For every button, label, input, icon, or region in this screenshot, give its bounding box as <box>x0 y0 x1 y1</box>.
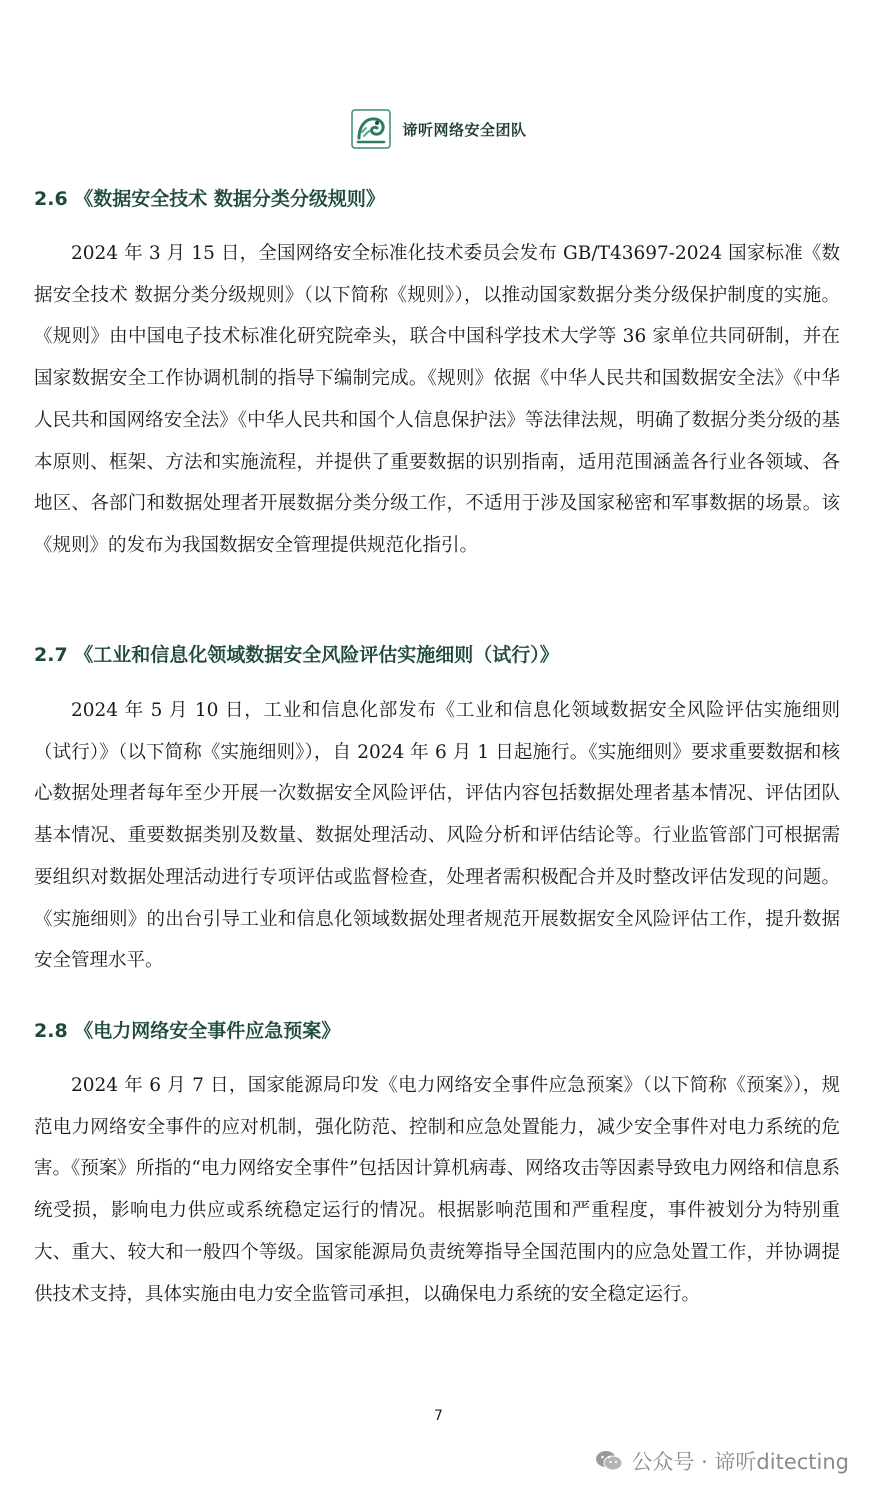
page-header <box>0 108 877 150</box>
wechat-icon <box>595 1449 623 1473</box>
section-paragraph-2-6: 2024 年 3 月 15 日，全国网络安全标准化技术委员会发布 GB/T43697-2024 国家标准《数据安全技术 数据分类分级规则》（以下简称《规则》），以推动国家数据分类分级保护制度的实施。《规则》由中国电子技术标准化研究院牵头，联合中国科学技术大学等 36 家单位共同研制，并在国家数据安全工作协调机制的指导下编制完成。《规则》依据《中华人民共和国数据安全法》《中华人民共和国网络安全法》《中华人民共和国个人信息保护法》等法律法规，明确了数据分类分级的基本原则、框架、方法和实施流程，并提供了重要数据的识别指南，适用范围涵盖各行业各领域、各地区、各部门和数据处理者开展数据分类分级工作，不适用于涉及国家秘密和军事数据的场景。该《规则》的发布为我国数据安全管理提供规范化指引。 <box>34 243 840 556</box>
section-title-2-6: 2.6 《数据安全技术 数据分类分级规则》 <box>34 188 385 210</box>
team-name: 谛听网络安全团队 <box>402 120 527 139</box>
wechat-watermark <box>595 1446 849 1476</box>
section-title-2-8: 2.8 《电力网络安全事件应急预案》 <box>34 1020 341 1042</box>
section-paragraph-2-7: 2024 年 5 月 10 日，工业和信息化部发布《工业和信息化领域数据安全风险评估实施细则（试行）》（以下简称《实施细则》），自 2024 年 6 月 1 日起施行。《实施细则》要求重要数据和核心数据处理者每年至少开展一次数据安全风险评估，评估内容包括数据处理者基本情况、评估团队基本情况、重要数据类别及数量、数据处理活动、风险分析和评估结论等。行业监管部门可根据需要组织对数据处理活动进行专项评估或监督检查，处理者需积极配合并及时整改评估发现的问题。《实施细则》的出台引导工业和信息化领域数据处理者规范开展数据安全风险评估工作，提升数据安全管理水平。 <box>34 700 840 972</box>
section-title-2-7: 2.7 《工业和信息化领域数据安全风险评估实施细则（试行）》 <box>34 644 559 666</box>
page-number: 7 <box>434 1408 443 1424</box>
section-paragraph-2-8: 2024 年 6 月 7 日，国家能源局印发《电力网络安全事件应急预案》（以下简称《预案》），规范电力网络安全事件的应对机制，强化防范、控制和应急处置能力，减少安全事件对电力系统的危害。《预案》所指的“电力网络安全事件”包括因计算机病毒、网络攻击等因素导致电力网络和信息系统受损，影响电力供应或系统稳定运行的情况。根据影响范围和严重程度，事件被划分为特别重大、重大、较大和一般四个等级。国家能源局负责统筹指导全国范围内的应急处置工作，并协调提供技术支持，具体实施由电力安全监管司承担，以确保电力系统的安全稳定运行。 <box>34 1075 840 1305</box>
ditecting-dragon-logo-icon <box>350 108 392 150</box>
watermark-text: 公众号 · 谛听ditecting <box>631 1450 849 1474</box>
